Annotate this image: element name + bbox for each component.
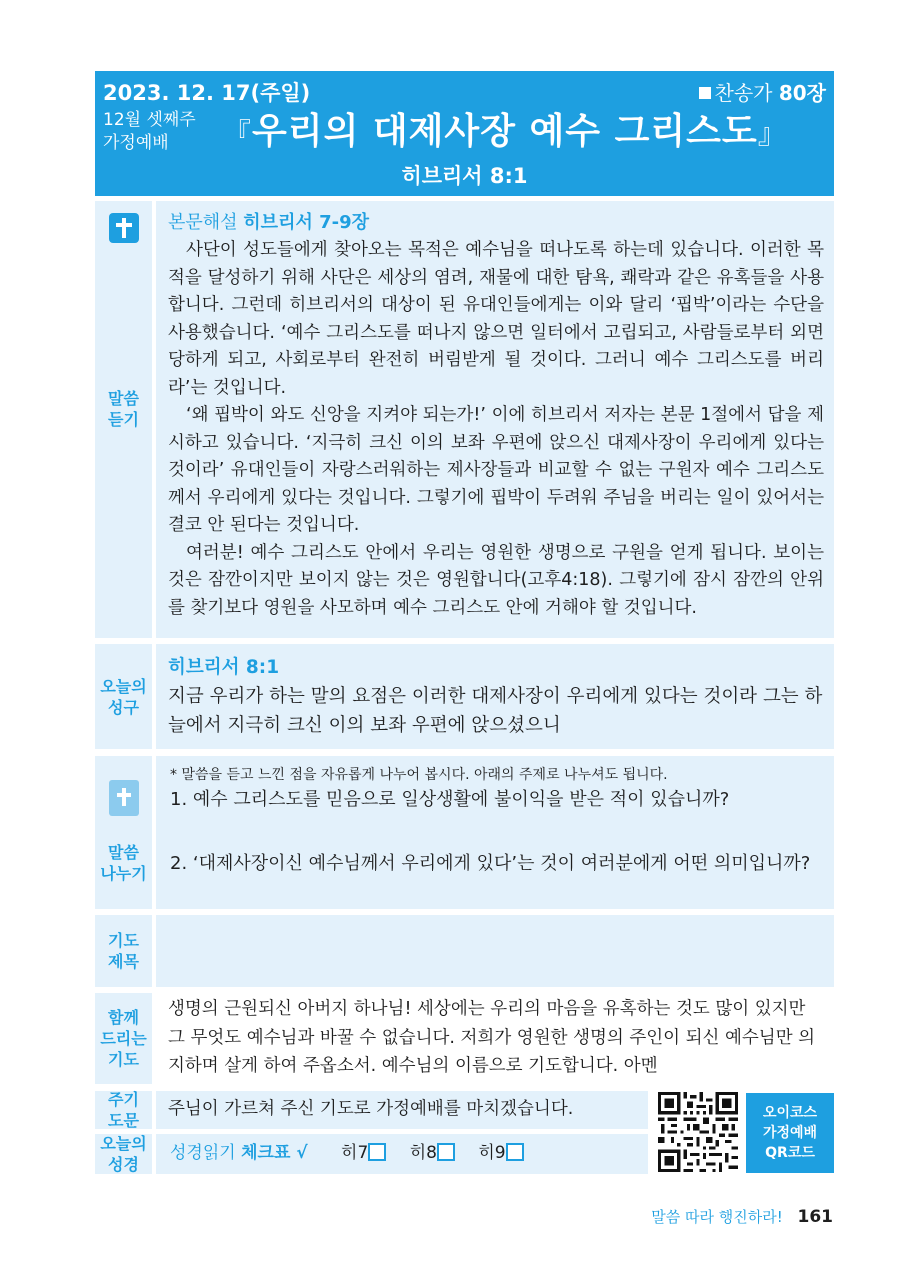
lords-prayer-content bbox=[156, 1091, 648, 1129]
title-open-quote: 『 bbox=[223, 117, 253, 150]
listen-paragraph-3: 여러분! 예수 그리스도 안에서 우리는 영원한 생명으로 구원을 얻게 됩니다. 보이는 것은 잠깐이지만 보이지 않는 것은 영원합니다(고후4:18). 그렇기에 잠시 잠깐의 안위를 찾기보다 영원을 사모하며 예수 그리스도 안에 거해야 할 것입니다. bbox=[168, 542, 824, 618]
prayer-text: 생명의 근원되신 아버지 하나님! 세상에는 우리의 마음을 유혹하는 것도 많이 있지만 그 무엇도 예수님과 바꿀 수 없습니다. 저희가 영원한 생명의 주인이 되신 예수님만 의지하며 살게 하여 주옵소서. 예수님의 이름으로 기도합니다. 아멘 bbox=[168, 999, 816, 1076]
listen-content bbox=[156, 201, 834, 638]
prayer-label-line3: 기도 bbox=[108, 1050, 139, 1069]
title-reference: 히브리서 8:1 bbox=[401, 164, 528, 188]
listen-label-line2: 듣기 bbox=[108, 410, 139, 429]
verse-label bbox=[95, 644, 152, 749]
page-title bbox=[223, 103, 787, 154]
prayer-content bbox=[156, 993, 834, 1084]
verse-ref: 히브리서 8:1 bbox=[168, 657, 280, 678]
share-note: * 말씀을 듣고 느낀 점을 자유롭게 나누어 봅시다. 아래의 주제로 나누셔도 됩니다. bbox=[170, 767, 668, 783]
share-question-2: 2. ‘대제사장이신 예수님께서 우리에게 있다’는 것이 여러분에게 어떤 의미입니까? bbox=[170, 853, 811, 874]
bible-book-icon bbox=[109, 780, 139, 816]
reading-checkbox-1[interactable] bbox=[368, 1143, 386, 1161]
lords-prayer-text: 주님이 가르쳐 주신 기도로 가정예배를 마치겠습니다. bbox=[168, 1099, 574, 1119]
listen-heading bbox=[168, 209, 824, 237]
reading-checklist-label: 체크표 √ bbox=[241, 1143, 308, 1163]
listen-heading-prefix: 본문해설 bbox=[168, 212, 238, 233]
header-banner bbox=[95, 71, 834, 196]
hymn-info bbox=[699, 77, 826, 106]
prayer-title-label-line1: 기도 bbox=[108, 931, 139, 950]
share-label-line2: 나누기 bbox=[100, 864, 147, 883]
listen-label-line1: 말씀 bbox=[108, 389, 139, 408]
verse-label-line2: 성구 bbox=[108, 697, 139, 717]
reading-label bbox=[95, 1134, 152, 1174]
reading-item-3: 히9 bbox=[478, 1143, 506, 1163]
square-bullet-icon bbox=[699, 87, 711, 99]
footer-slogan: 말씀 따라 행진하라! bbox=[651, 1208, 783, 1226]
listen-heading-ref: 히브리서 7-9장 bbox=[243, 212, 370, 233]
hymn-prefix: 찬송가 bbox=[714, 81, 773, 105]
reading-label-line1: 오늘의 bbox=[100, 1134, 147, 1153]
title-close-quote: 』 bbox=[757, 117, 787, 150]
reading-checkbox-2[interactable] bbox=[437, 1143, 455, 1161]
prayer-label bbox=[95, 993, 152, 1084]
prayer-title-label bbox=[95, 915, 152, 987]
prayer-title-content bbox=[156, 915, 834, 987]
lords-prayer-label-line1: 주기 bbox=[108, 1090, 139, 1109]
title-text: 우리의 대제사장 예수 그리스도 bbox=[252, 111, 758, 152]
hymn-number: 80장 bbox=[778, 81, 826, 105]
reading-label-line2: 성경 bbox=[108, 1155, 139, 1174]
qr-code-icon[interactable] bbox=[658, 1092, 738, 1172]
reading-item-2: 히8 bbox=[409, 1143, 437, 1163]
verse-label-line1: 오늘의 bbox=[100, 676, 147, 696]
verse-content bbox=[156, 644, 834, 749]
page-number: 161 bbox=[797, 1207, 833, 1227]
listen-paragraph-2: ‘왜 핍박이 와도 신앙을 지켜야 되는가!’ 이에 히브리서 저자는 본문 1절에서 답을 제시하고 있습니다. ‘지극히 크신 이의 보좌 우편에 앉으신 대제사장이 우리에게 있다는 것이라’ 유대인들이 자랑스러워하는 제사장들과 비교할 수 없는 구원자 예수 그리스도께서 우리에게 있다는 것입니다. 그렇기에 핍박이 두려워 주님을 버리는 일이 있어서는 결코 안 된다는 것입니다. bbox=[168, 405, 824, 535]
worship-date: 2023. 12. 17(주일) bbox=[103, 81, 311, 105]
reading-prefix: 성경읽기 bbox=[170, 1143, 236, 1163]
share-question-1: 1. 예수 그리스도를 믿음으로 일상생활에 불이익을 받은 적이 있습니까? bbox=[170, 789, 730, 810]
lords-prayer-label bbox=[95, 1091, 152, 1129]
qr-code-button[interactable] bbox=[746, 1093, 834, 1173]
reading-checkbox-3[interactable] bbox=[506, 1143, 524, 1161]
reading-content bbox=[156, 1134, 648, 1174]
prayer-label-line2: 드리는 bbox=[100, 1029, 147, 1048]
page-footer bbox=[651, 1206, 833, 1227]
week-line2: 가정예배 bbox=[103, 133, 169, 153]
lords-prayer-label-line2: 도문 bbox=[108, 1111, 139, 1130]
reading-item-1: 히7 bbox=[341, 1143, 369, 1163]
share-label-line1: 말씀 bbox=[108, 843, 139, 862]
qr-line1: 오이코스 bbox=[762, 1105, 818, 1121]
week-info bbox=[103, 109, 196, 155]
bible-cross-icon bbox=[109, 213, 139, 243]
verse-text: 지금 우리가 하는 말의 요점은 이러한 대제사장이 우리에게 있다는 것이라 그는 하늘에서 지극히 크신 이의 보좌 우편에 앉으셨으니 bbox=[168, 686, 823, 736]
prayer-label-line1: 함께 bbox=[108, 1008, 139, 1027]
qr-line2: 가정예배 bbox=[762, 1125, 818, 1141]
share-content bbox=[156, 756, 834, 909]
prayer-title-label-line2: 제목 bbox=[108, 952, 139, 971]
listen-paragraph-1: 사단이 성도들에게 찾아오는 목적은 예수님을 떠나도록 하는데 있습니다. 이러한 목적을 달성하기 위해 사단은 세상의 염려, 재물에 대한 탐욕, 쾌락과 같은 유혹들을 사용합니다. 그런데 히브리서의 대상이 된 유대인들에게는 이와 달리 ‘핍박’이라는 수단을 사용했습니다. ‘예수 그리스도를 떠나지 않으면 일터에서 고립되고, 사람들로부터 외면당하게 되고, 사회로부터 완전히 버림받게 될 것이다. 그러니 예수 그리스도를 버리라’는 것입니다. bbox=[168, 240, 824, 398]
week-line1: 12월 셋째주 bbox=[103, 110, 196, 130]
listen-label bbox=[95, 201, 152, 638]
share-label bbox=[95, 756, 152, 909]
qr-line3: QR코드 bbox=[765, 1145, 815, 1161]
